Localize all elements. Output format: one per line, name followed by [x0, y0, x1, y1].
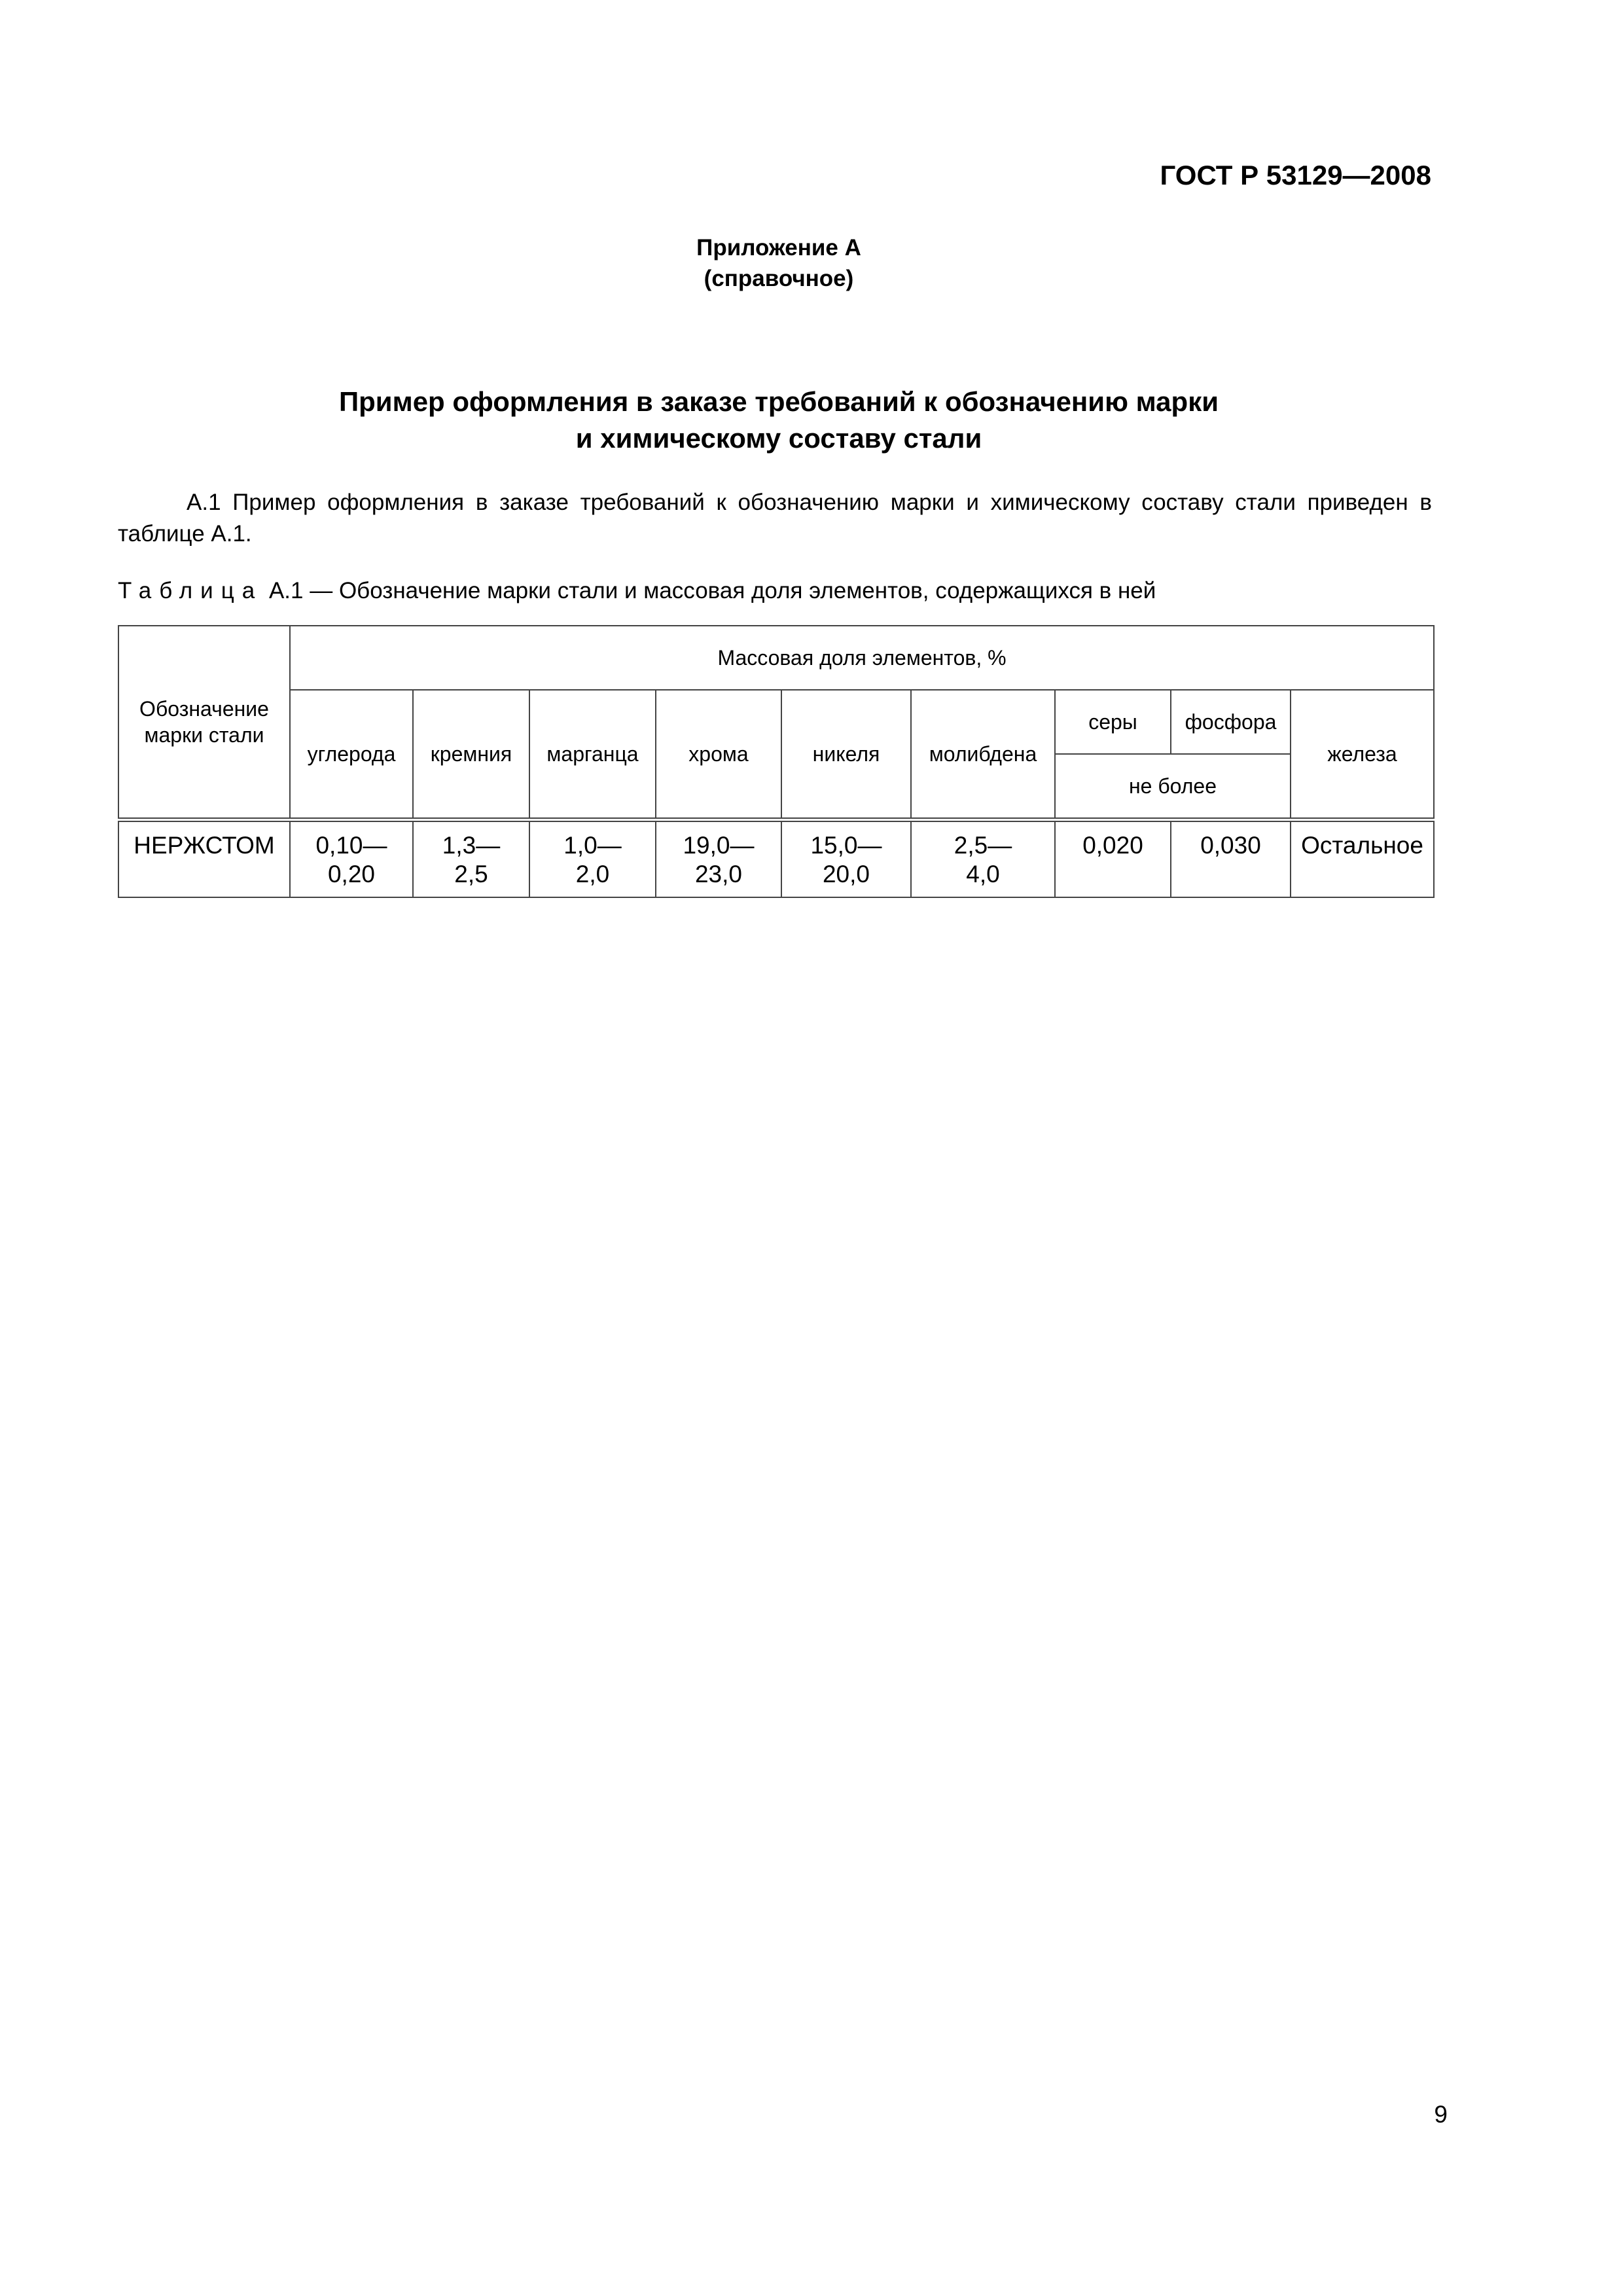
header-designation: Обозначение марки стали: [118, 626, 290, 820]
cell-nickel: [781, 820, 911, 898]
table-caption: [118, 576, 1156, 606]
cell-molybdenum-min: 2,5—: [954, 832, 1012, 859]
cell-phosphorus: 0,030: [1171, 820, 1291, 898]
cell-chromium: [656, 820, 781, 898]
header-silicon: кремния: [413, 690, 529, 820]
cell-manganese: [529, 820, 656, 898]
header-not-more: не более: [1055, 754, 1291, 820]
appendix-title: [0, 384, 1558, 457]
title-line-2: и химическому составу стали: [575, 423, 982, 454]
header-carbon: углерода: [290, 690, 413, 820]
cell-sulfur: 0,020: [1055, 820, 1171, 898]
header-chromium: хрома: [656, 690, 781, 820]
title-line-1: Пример оформления в заказе требований к обозначению марки: [338, 386, 1219, 417]
table-caption-prefix: Таблица: [118, 578, 263, 603]
appendix-kind: (справочное): [704, 266, 854, 291]
appendix-label: Приложение А: [696, 235, 861, 260]
cell-manganese-max: 2,0: [575, 861, 610, 888]
cell-nickel-min: 15,0—: [810, 832, 882, 859]
paragraph-text: А.1 Пример оформления в заказе требований к обозначению марки и химическому составу стали приведен в таблице А.1.: [118, 490, 1432, 547]
paragraph-a1: [118, 487, 1432, 550]
table-row: [118, 820, 1434, 898]
cell-nickel-max: 20,0: [822, 861, 870, 888]
cell-molybdenum-max: 4,0: [966, 861, 1000, 888]
header-manganese: марганца: [529, 690, 656, 820]
standard-code: ГОСТ Р 53129—2008: [1160, 160, 1431, 190]
cell-iron: Остальное: [1291, 820, 1434, 898]
page-number: 9: [1434, 2101, 1448, 2128]
header-iron: железа: [1291, 690, 1434, 820]
cell-chromium-max: 23,0: [694, 861, 742, 888]
header-sulfur: серы: [1055, 690, 1171, 754]
cell-manganese-min: 1,0—: [563, 832, 622, 859]
header-nickel: никеля: [781, 690, 911, 820]
cell-silicon-max: 2,5: [454, 861, 488, 888]
cell-molybdenum: [911, 820, 1055, 898]
appendix-heading: [0, 232, 1558, 294]
cell-carbon-max: 0,20: [327, 861, 375, 888]
cell-silicon-min: 1,3—: [442, 832, 501, 859]
header-mass-fraction: Массовая доля элементов, %: [290, 626, 1434, 690]
cell-chromium-min: 19,0—: [683, 832, 755, 859]
composition-table: [118, 625, 1435, 898]
header-phosphorus: фосфора: [1171, 690, 1291, 754]
cell-silicon: [413, 820, 529, 898]
cell-grade: НЕРЖСТОМ: [118, 820, 290, 898]
cell-carbon: [290, 820, 413, 898]
header-molybdenum: молибдена: [911, 690, 1055, 820]
cell-carbon-min: 0,10—: [315, 832, 387, 859]
table-caption-text: А.1 — Обозначение марки стали и массовая доля элементов, содержащихся в ней: [262, 578, 1156, 603]
